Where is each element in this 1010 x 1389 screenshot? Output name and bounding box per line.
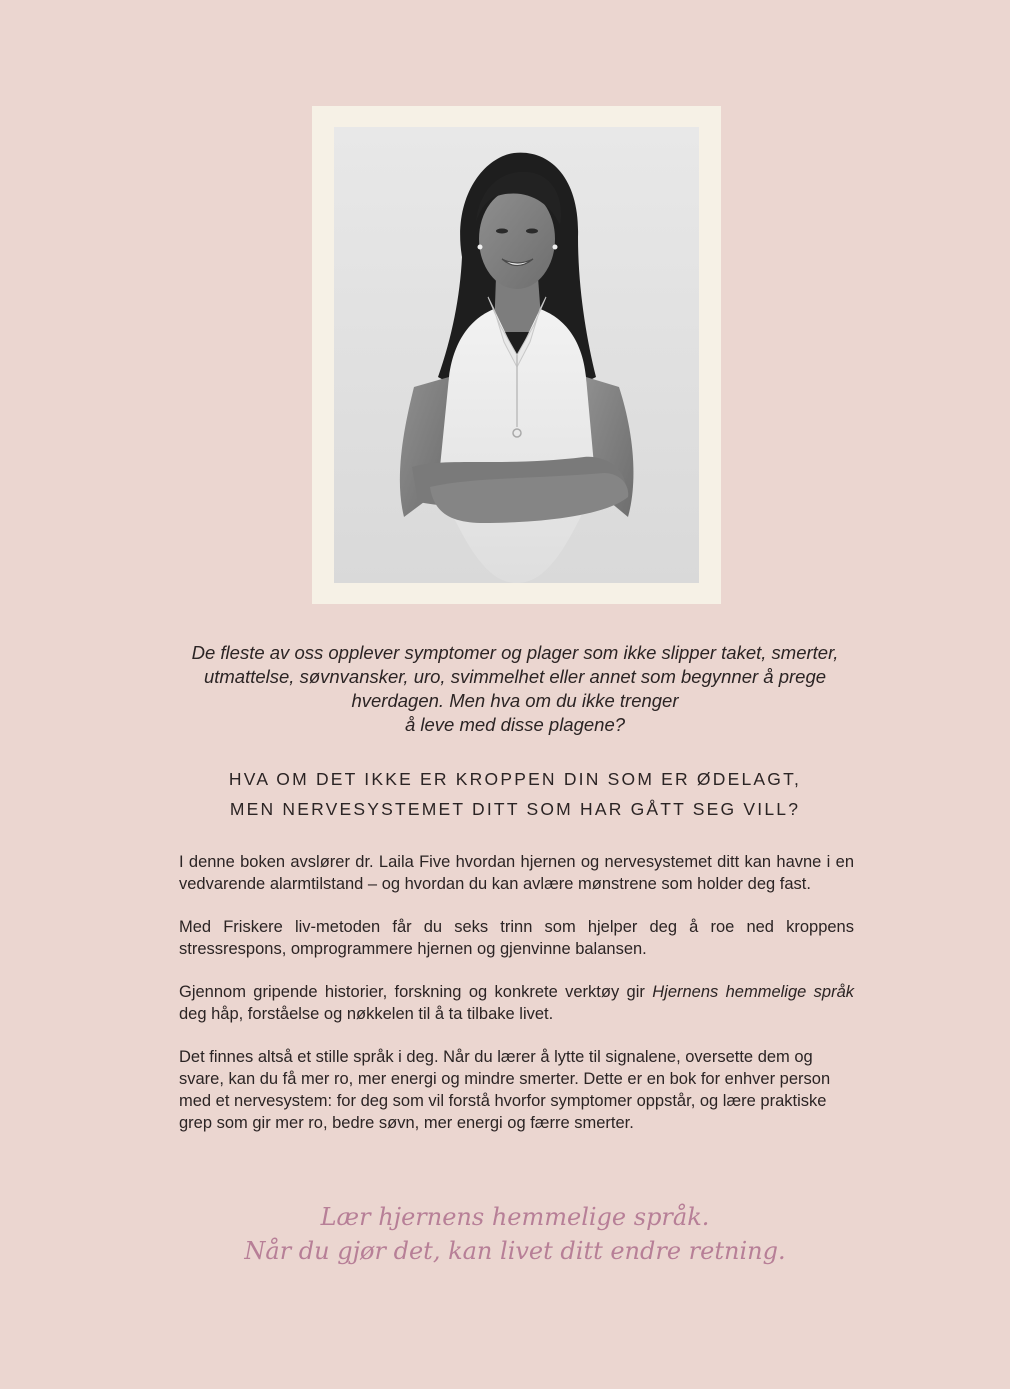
body-paragraph-2: Med Friskere liv-metoden får du seks trinn som hjelper deg å roe ned kroppens stressrespons, omprogrammere hjernen og gjenvinne balansen. [179, 918, 854, 958]
intro-line: De fleste av oss opplever symptomer og plager som ikke slipper taket, smerter, [191, 642, 839, 663]
headline-line-1: HVA OM DET IKKE ER KROPPEN DIN SOM ER ØDELAGT, [228, 769, 802, 789]
intro-line: å leve med disse plagene? [404, 714, 626, 735]
intro-line: hverdagen. Men hva om du ikke trenger [351, 690, 679, 711]
body-paragraph-3-start: Gjennom gripende historier, forskning og konkrete verktøy gir [179, 983, 653, 1001]
tagline [100, 1200, 930, 1268]
headline-line-2: MEN NERVESYSTEMET DITT SOM HAR GÅTT SEG VILL? [229, 799, 801, 819]
body-paragraph-1: I denne boken avslører dr. Laila Five hvordan hjernen og nervesystemet ditt kan havne i en vedvarende alarmtilstand – og hvordan du kan avlære mønstrene som holder deg fast. [179, 853, 854, 893]
headline-question [120, 764, 910, 824]
tagline-line-1: Lær hjernens hemmelige språk. [320, 1203, 710, 1231]
intro-paragraph [150, 641, 880, 737]
author-photo-frame [312, 106, 721, 604]
body-paragraph-4: Det finnes altså et stille språk i deg. Når du lærer å lytte til signalene, oversette dem og svare, kan du få mer ro, mer energi og mindre smerter. Dette er en bok for enhver person med et nervesystem: for deg som vil forstå hvorfor symptomer oppstår, og lære praktiske grep som gir mer ro, bedre søvn, mer energi og færre smerter. [179, 1048, 831, 1132]
author-portrait-illustration [334, 127, 699, 583]
tagline-line-2: Når du gjør det, kan livet ditt endre retning. [244, 1237, 786, 1265]
body-text [179, 851, 854, 1155]
author-photo [334, 127, 699, 583]
body-paragraph-3 [179, 981, 854, 1025]
body-paragraph-3-end: deg håp, forståelse og nøkkelen til å ta tilbake livet. [179, 1005, 554, 1023]
intro-line: utmattelse, søvnvansker, uro, svimmelhet eller annet som begynner å prege [203, 666, 827, 687]
book-title: Hjernens hemmelige språk [652, 983, 854, 1001]
